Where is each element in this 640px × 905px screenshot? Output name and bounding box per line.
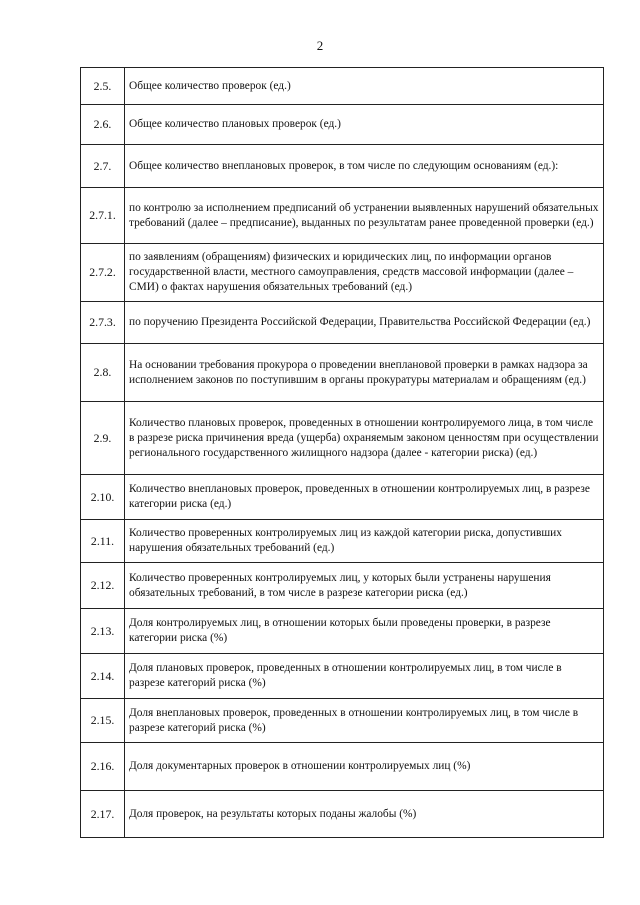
table-row [81, 105, 604, 145]
row-text: Доля внеплановых проверок, проведенных в отношении контролируемых лиц, в том числе в разрезе категорий риска (%) [125, 699, 604, 743]
row-text: Количество проверенных контролируемых лиц, у которых были устранены нарушения обязательных требований, в том числе в разрезе категории риска (ед.) [125, 563, 604, 609]
table-row [81, 609, 604, 654]
row-number: 2.5. [81, 68, 125, 105]
row-text: Общее количество внеплановых проверок, в том числе по следующим основаниям (ед.): [125, 145, 604, 188]
indicators-table [80, 67, 604, 838]
table-row [81, 743, 604, 791]
row-text: Доля контролируемых лиц, в отношении которых были проведены проверки, в разрезе категории риска (%) [125, 609, 604, 654]
table-row [81, 145, 604, 188]
row-number: 2.7.3. [81, 302, 125, 344]
row-number: 2.7. [81, 145, 125, 188]
table-row [81, 344, 604, 402]
row-text: по заявлениям (обращениям) физических и юридических лиц, по информации органов государственной власти, местного самоуправления, средств массовой информации (далее – СМИ) о фактах нарушения обязательных требований (ед.) [125, 244, 604, 302]
table-row [81, 563, 604, 609]
row-text: Доля документарных проверок в отношении контролируемых лиц (%) [125, 743, 604, 791]
table-row [81, 188, 604, 244]
row-text: по поручению Президента Российской Федерации, Правительства Российской Федерации (ед.) [125, 302, 604, 344]
row-number: 2.13. [81, 609, 125, 654]
row-text: Количество плановых проверок, проведенных в отношении контролируемого лица, в том числе в разрезе риска причинения вреда (ущерба) охраняемым законом ценностям при осуществлении регионального государственного жилищного надзора (далее - категории риска) (ед.) [125, 402, 604, 475]
row-number: 2.17. [81, 791, 125, 838]
table-row [81, 244, 604, 302]
row-text: Количество проверенных контролируемых лиц из каждой категории риска, допустивших нарушения обязательных требований (ед.) [125, 520, 604, 563]
row-number: 2.8. [81, 344, 125, 402]
row-number: 2.7.2. [81, 244, 125, 302]
row-number: 2.10. [81, 475, 125, 520]
table-row [81, 699, 604, 743]
row-text: Доля проверок, на результаты которых поданы жалобы (%) [125, 791, 604, 838]
row-number: 2.7.1. [81, 188, 125, 244]
row-text: по контролю за исполнением предписаний об устранении выявленных нарушений обязательных требований (далее – предписание), выданных по результатам ранее проведенной проверки (ед.) [125, 188, 604, 244]
table-row [81, 402, 604, 475]
table-row [81, 654, 604, 699]
row-text: Общее количество проверок (ед.) [125, 68, 604, 105]
row-text: Общее количество плановых проверок (ед.) [125, 105, 604, 145]
row-number: 2.16. [81, 743, 125, 791]
row-number: 2.9. [81, 402, 125, 475]
row-number: 2.12. [81, 563, 125, 609]
row-number: 2.15. [81, 699, 125, 743]
row-text: Количество внеплановых проверок, проведенных в отношении контролируемых лиц, в разрезе категории риска (ед.) [125, 475, 604, 520]
table-row [81, 68, 604, 105]
row-text: Доля плановых проверок, проведенных в отношении контролируемых лиц, в том числе в разрезе категорий риска (%) [125, 654, 604, 699]
row-number: 2.6. [81, 105, 125, 145]
page-number: 2 [316, 38, 324, 53]
row-number: 2.11. [81, 520, 125, 563]
row-text: На основании требования прокурора о проведении внеплановой проверки в рамках надзора за исполнением законов по поступившим в органы прокуратуры материалам и обращениям (ед.) [125, 344, 604, 402]
table-row [81, 791, 604, 838]
row-number: 2.14. [81, 654, 125, 699]
table-row [81, 302, 604, 344]
table-row [81, 475, 604, 520]
table-row [81, 520, 604, 563]
